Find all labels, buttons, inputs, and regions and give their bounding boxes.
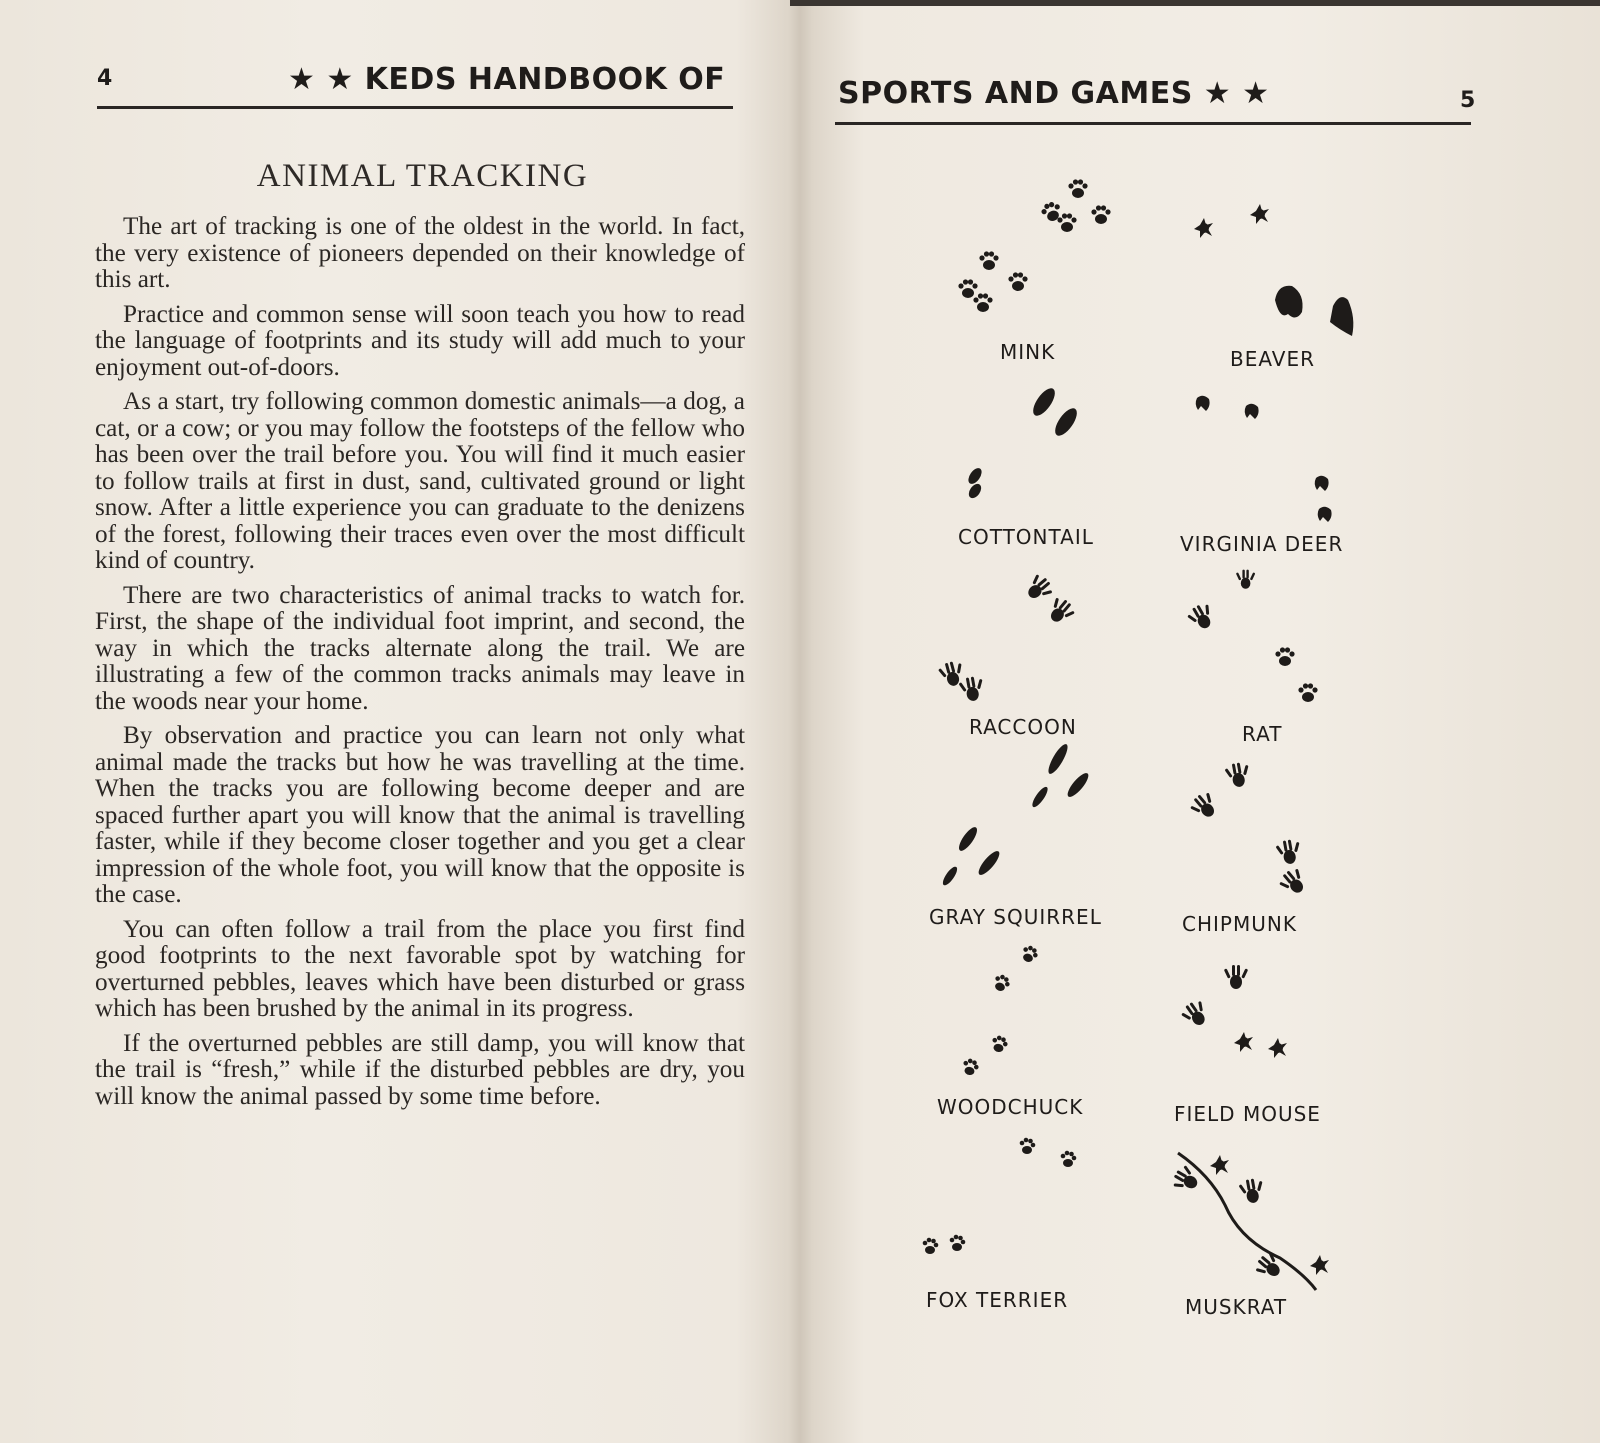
mink-tracks [958, 179, 1110, 312]
label-chipmunk: CHIPMUNK [1182, 912, 1297, 936]
running-header-left: ★ ★ KEDS HANDBOOK OF [288, 62, 726, 97]
cottontail-tracks [966, 385, 1081, 501]
chipmunk-tracks [1187, 761, 1310, 899]
raccoon-tracks [937, 571, 1078, 703]
label-mink: MINK [1000, 340, 1056, 364]
label-muskrat: MUSKRAT [1185, 1295, 1288, 1319]
paragraph: If the overturned pebbles are still damp, you will know that the trail is “fresh,” while if the disturbed pebbles are dry, you will know the animal passed by some time before. [95, 1029, 745, 1110]
section-title: ANIMAL TRACKING [256, 158, 589, 194]
label-gray-squirrel: GRAY SQUIRREL [929, 905, 1102, 929]
label-virginia-deer: VIRGINIA DEER [1180, 532, 1344, 556]
woodchuck-tracks [962, 944, 1040, 1077]
field-mouse-tracks [1179, 965, 1287, 1058]
label-woodchuck: WOODCHUCK [937, 1095, 1084, 1119]
muskrat-tracks [1170, 1153, 1329, 1290]
virginia-deer-tracks [1196, 396, 1332, 522]
paragraph: There are two characteristics of animal tracks to watch for. First, the shape of the individual foot imprint, and second, the way in which the tracks alternate along the trail. We are illustrating a few of the common tracks animals may leave in the woods near your home. [95, 581, 745, 715]
animal-tracks-illustration [800, 0, 1600, 1443]
fox-terrier-tracks [923, 1138, 1077, 1254]
label-cottontail: COTTONTAIL [958, 525, 1094, 549]
paragraph: As a start, try following common domestic animals—a dog, a cat, or a cow; or you may follow the footsteps of the fellow who has been over the trail before you. You will find it much easier to follow trails at first in dust, sand, cultivated ground or light snow. After a little experience you can graduate to the denizens of the forest, following their traces even over the most difficult kind of country. [95, 388, 745, 574]
article-body [95, 214, 745, 1118]
paragraph: Practice and common sense will soon teach you how to read the language of footprints and its study will add much to your enjoyment out-of-doors. [95, 300, 745, 381]
right-page [800, 0, 1600, 1443]
page-number-left: 4 [97, 66, 113, 91]
gray-squirrel-tracks [940, 742, 1091, 888]
page-number-right: 5 [1460, 88, 1476, 113]
header-rule-left [97, 106, 733, 109]
paragraph: You can often follow a trail from the place you first find good footprints to the next favorable spot by watching for overturned pebbles, leaves which have been disturbed or grass which has been brushed by the animal in its progress. [95, 915, 745, 1022]
label-field-mouse: FIELD MOUSE [1174, 1102, 1321, 1126]
running-header-right: SPORTS AND GAMES ★ ★ [838, 76, 1270, 111]
paragraph: By observation and practice you can learn not only what animal made the tracks but how he was travelling at the time. When the tracks you are following become deeper and are spaced further apart you will know that the animal is travelling faster, while if they become closer together and you get a clear impression of the whole foot, you will know that the opposite is the case. [95, 722, 745, 908]
rat-tracks [1185, 570, 1318, 702]
label-raccoon: RACCOON [969, 715, 1077, 739]
label-fox-terrier: FOX TERRIER [926, 1288, 1069, 1312]
label-rat: RAT [1242, 722, 1283, 746]
paragraph: The art of tracking is one of the oldest in the world. In fact, the very existence of pioneers depended on their knowledge of this art. [95, 213, 745, 293]
label-beaver: BEAVER [1230, 347, 1315, 371]
beaver-tracks [1194, 204, 1353, 336]
